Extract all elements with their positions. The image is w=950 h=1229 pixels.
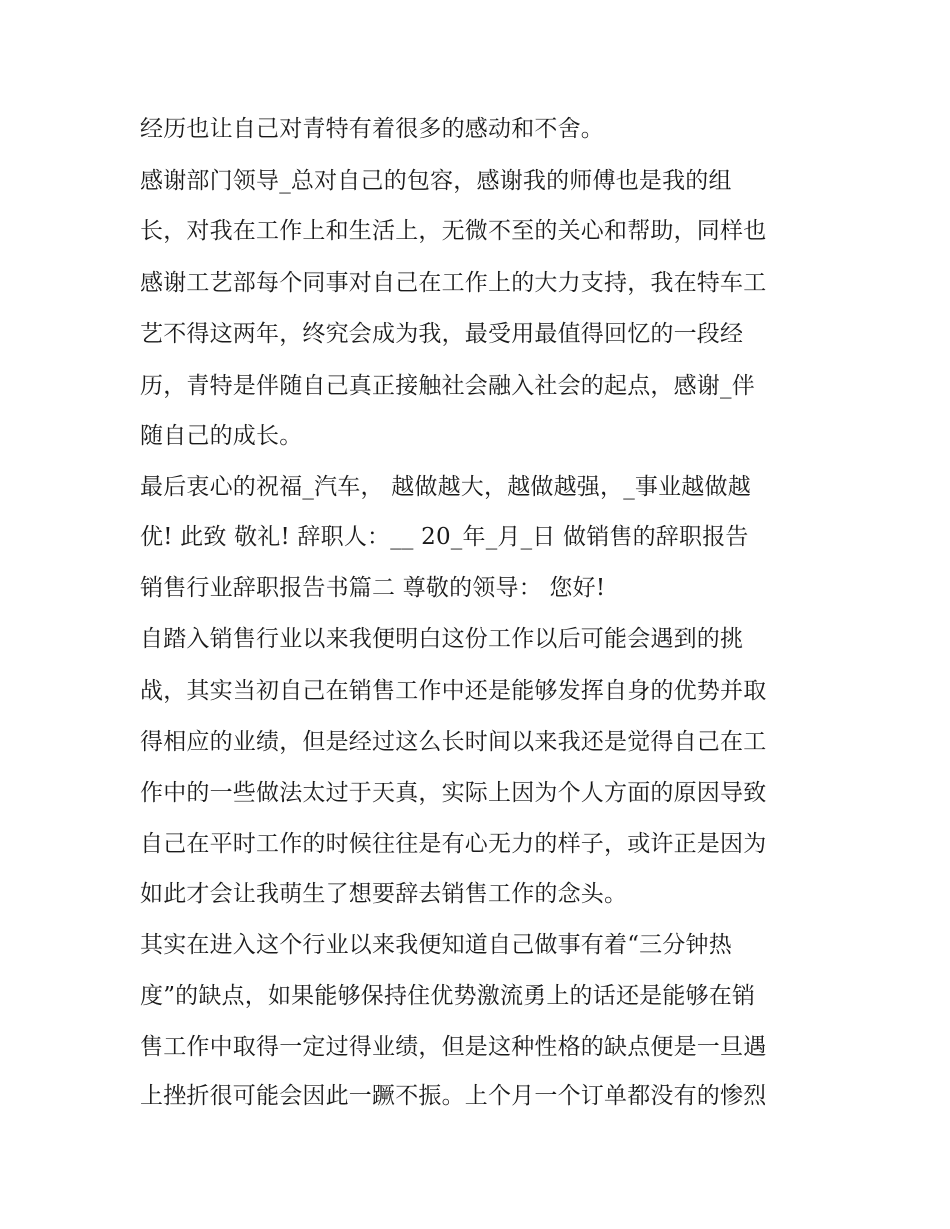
text-line: 售工作中取得一定过得业绩，但是这种性格的缺点便是一旦遇 [140, 1034, 767, 1060]
text-line: 历，青特是伴随自己真正接触社会融入社会的起点，感谢_伴 [140, 373, 755, 399]
text-line: 自己在平时工作的时候往往是有心无力的样子，或许正是因为 [140, 831, 767, 857]
text-line: 自踏入销售行业以来我便明白这份工作以后可能会遇到的挑 [140, 626, 744, 652]
text-line: 度”的缺点，如果能够保持住优势激流勇上的话还是能够在销 [140, 983, 756, 1009]
text-line: 战，其实当初自己在销售工作中还是能够发挥自身的优势并取 [140, 678, 767, 704]
text-line: 优! 此致 敬礼! 辞职人：__ 20_年_月_日 做销售的辞职报告 [140, 524, 749, 550]
text-line: 经历也让自己对青特有着很多的感动和不舍。 [140, 116, 604, 142]
text-line: 作中的一些做法太过于天真，实际上因为个人方面的原因导致 [140, 780, 767, 806]
text-line: 艺不得这两年，终究会成为我，最受用最值得回忆的一段经 [140, 321, 744, 347]
text-line: 销售行业辞职报告书篇二 尊敬的领导： 您好! [140, 575, 606, 601]
text-line: 得相应的业绩，但是经过这么长时间以来我还是觉得自己在工 [140, 729, 767, 755]
text-line: 如此才会让我萌生了想要辞去销售工作的念头。 [140, 881, 628, 907]
text-line: 其实在进入这个行业以来我便知道自己做事有着“三分钟热 [140, 932, 732, 958]
text-line: 长，对我在工作上和生活上，无微不至的关心和帮助，同样也 [140, 218, 767, 244]
text-line: 最后衷心的祝福_汽车， 越做越大，越做越强，_事业越做越 [140, 474, 751, 500]
text-line: 感谢工艺部每个同事对自己在工作上的大力支持，我在特车工 [140, 270, 767, 296]
text-line: 感谢部门领导_总对自己的包容，感谢我的师傅也是我的组 [140, 168, 732, 194]
text-line: 随自己的成长。 [140, 423, 303, 449]
text-line: 上挫折很可能会因此一蹶不振。上个月一个订单都没有的惨烈 [140, 1083, 767, 1109]
